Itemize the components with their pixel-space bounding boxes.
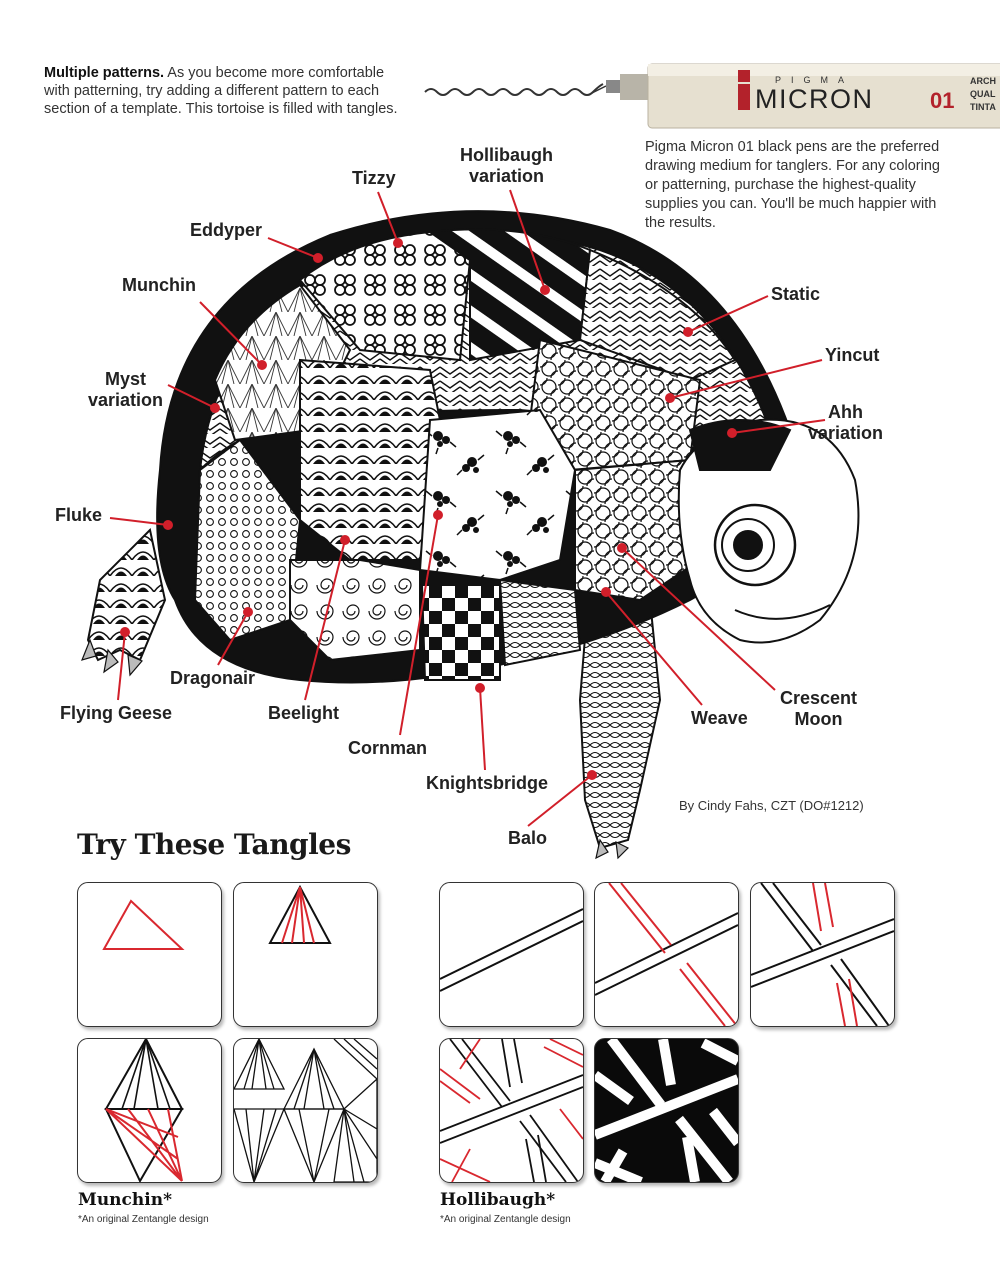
label-munchin: Munchin xyxy=(122,275,196,295)
label-weave: Weave xyxy=(691,708,748,728)
label-flying-geese: Flying Geese xyxy=(60,703,173,723)
pen-size: 01 xyxy=(930,88,955,113)
label-static: Static xyxy=(771,284,821,304)
hollibaugh-footnote: *An original Zentangle design xyxy=(440,1214,571,1225)
label-eddyper: Eddyper xyxy=(190,220,263,240)
section-title: Try These Tangles xyxy=(77,828,351,861)
label-tizzy: Tizzy xyxy=(352,168,396,188)
munchin-step-2-tile xyxy=(233,882,378,1027)
munchin-title: Munchin* xyxy=(78,1190,172,1210)
hollibaugh-title: Hollibaugh* xyxy=(440,1190,556,1210)
munchin-step-1-tile xyxy=(77,882,222,1027)
pen-side-text-2: QUAL xyxy=(970,89,996,99)
label-myst-variation: Myst variation xyxy=(88,369,164,410)
label-yincut: Yincut xyxy=(825,345,880,365)
hollibaugh-step-5-tile xyxy=(594,1038,739,1183)
pen-side-text-1: ARCH xyxy=(970,76,996,86)
hollibaugh-step-4-tile xyxy=(439,1038,584,1183)
hollibaugh-step-1-tile xyxy=(439,882,584,1027)
munchin-footnote: *An original Zentangle design xyxy=(78,1214,209,1225)
pen-caption: Pigma Micron 01 black pens are the preferred drawing medium for tanglers. For any coloring or patterning, purchase the highest-quality supplies you can. You'll be much happier with the results. xyxy=(645,139,940,231)
label-fluke: Fluke xyxy=(55,505,103,525)
intro-paragraph xyxy=(44,64,404,118)
label-balo: Balo xyxy=(508,828,548,848)
munchin-step-4-tile xyxy=(233,1038,378,1183)
label-ahh-variation: Ahh variation xyxy=(808,402,884,443)
hollibaugh-step-3-tile xyxy=(750,882,895,1027)
pen-graphic xyxy=(425,64,1000,128)
intro-body: As you become more comfortable with patterning, try adding a different pattern to each section of a template. This tortoise is filled with tangles. xyxy=(44,65,398,117)
artist-credit: By Cindy Fahs, CZT (DO#1212) xyxy=(679,798,864,813)
label-dragonair: Dragonair xyxy=(170,668,256,688)
label-knightsbridge: Knightsbridge xyxy=(426,773,548,793)
pen-side-text-3: TINTA xyxy=(970,102,996,112)
hollibaugh-step-2-tile xyxy=(594,882,739,1027)
munchin-step-3-tile xyxy=(77,1038,222,1183)
label-cornman: Cornman xyxy=(348,738,428,758)
pen-model: MICRON xyxy=(755,84,874,114)
pen-brand: PIGMA xyxy=(775,75,855,85)
label-crescent-moon: Crescent Moon xyxy=(780,688,858,729)
label-hollibaugh-variation: Hollibaugh variation xyxy=(460,145,553,186)
label-beelight: Beelight xyxy=(268,703,340,723)
intro-lead: Multiple patterns. xyxy=(44,65,165,81)
